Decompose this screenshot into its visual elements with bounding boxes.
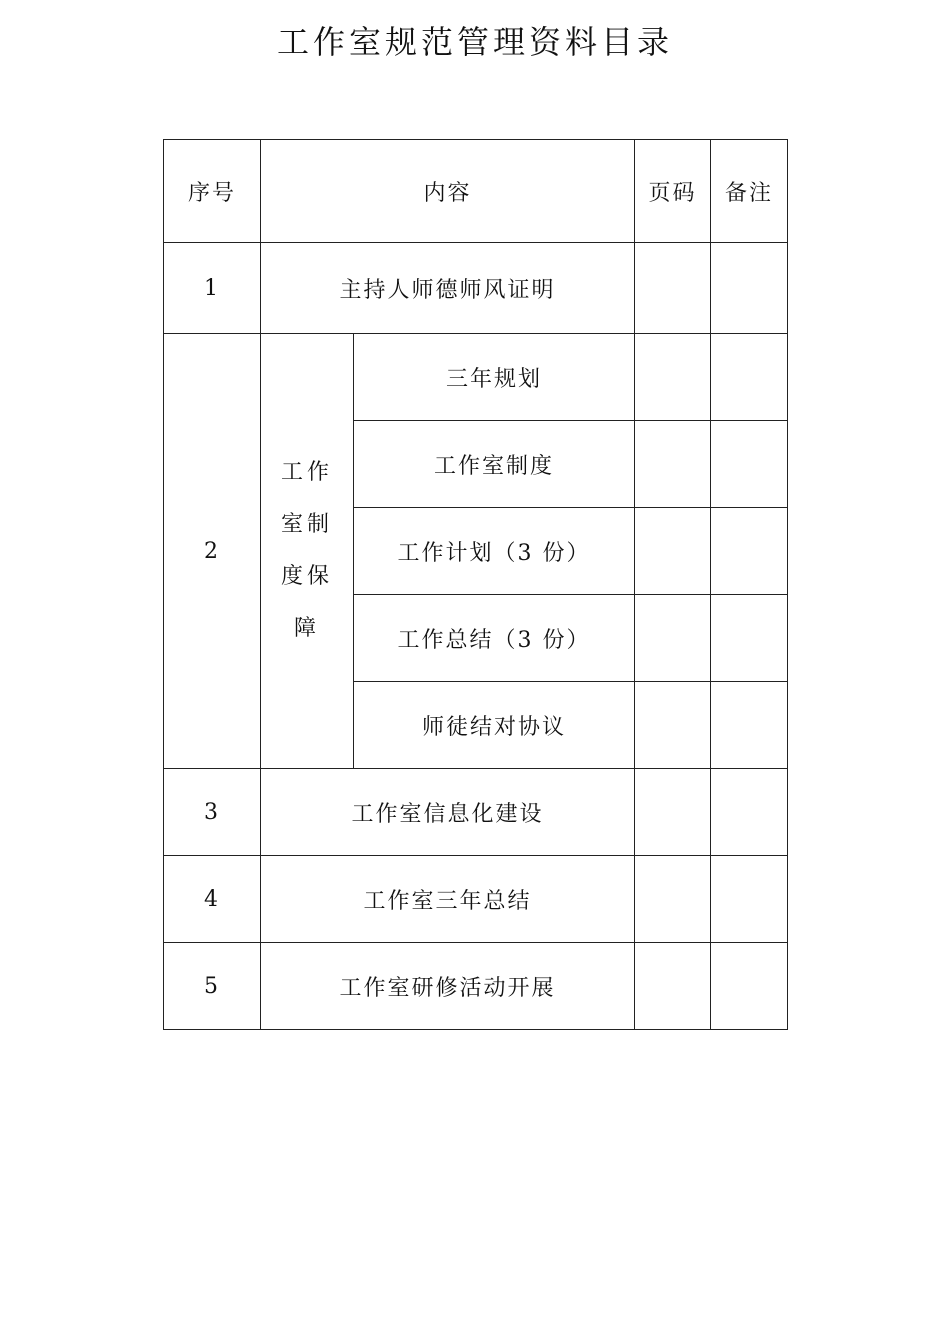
remark-cell — [711, 769, 788, 856]
remark-cell — [711, 943, 788, 1030]
header-index: 序号 — [164, 140, 261, 243]
catalog-table — [163, 139, 788, 1030]
sub-item: 三年规划 — [354, 334, 635, 421]
table-row — [164, 769, 788, 856]
sub-item: 工作计划（3 份） — [354, 508, 635, 595]
row-content: 工作室三年总结 — [261, 856, 635, 943]
table-header-row — [164, 140, 788, 243]
table-row — [164, 334, 788, 421]
group-cell — [261, 334, 354, 769]
header-content: 内容 — [261, 140, 635, 243]
table-row — [164, 243, 788, 334]
row-index: 1 — [164, 243, 261, 334]
remark-cell — [711, 682, 788, 769]
page-cell — [635, 334, 711, 421]
table-row — [164, 856, 788, 943]
group-label: 工作室制度保障 — [280, 460, 333, 641]
row-content: 主持人师德师风证明 — [261, 243, 635, 334]
row-index: 2 — [164, 334, 261, 769]
sub-item: 工作室制度 — [354, 421, 635, 508]
page-cell — [635, 856, 711, 943]
row-index: 5 — [164, 943, 261, 1030]
page-cell — [635, 682, 711, 769]
page-cell — [635, 595, 711, 682]
page-cell — [635, 769, 711, 856]
page-title: 工作室规范管理资料目录 — [276, 23, 673, 61]
header-remark: 备注 — [711, 140, 788, 243]
row-content: 工作室信息化建设 — [261, 769, 635, 856]
remark-cell — [711, 856, 788, 943]
sub-item: 工作总结（3 份） — [354, 595, 635, 682]
remark-cell — [711, 595, 788, 682]
sub-item: 师徒结对协议 — [354, 682, 635, 769]
row-index: 4 — [164, 856, 261, 943]
remark-cell — [711, 243, 788, 334]
page-cell — [635, 508, 711, 595]
remark-cell — [711, 334, 788, 421]
row-content: 工作室研修活动开展 — [261, 943, 635, 1030]
page-cell — [635, 943, 711, 1030]
table-row — [164, 943, 788, 1030]
remark-cell — [711, 421, 788, 508]
page-cell — [635, 421, 711, 508]
header-page: 页码 — [635, 140, 711, 243]
remark-cell — [711, 508, 788, 595]
row-index: 3 — [164, 769, 261, 856]
page-cell — [635, 243, 711, 334]
